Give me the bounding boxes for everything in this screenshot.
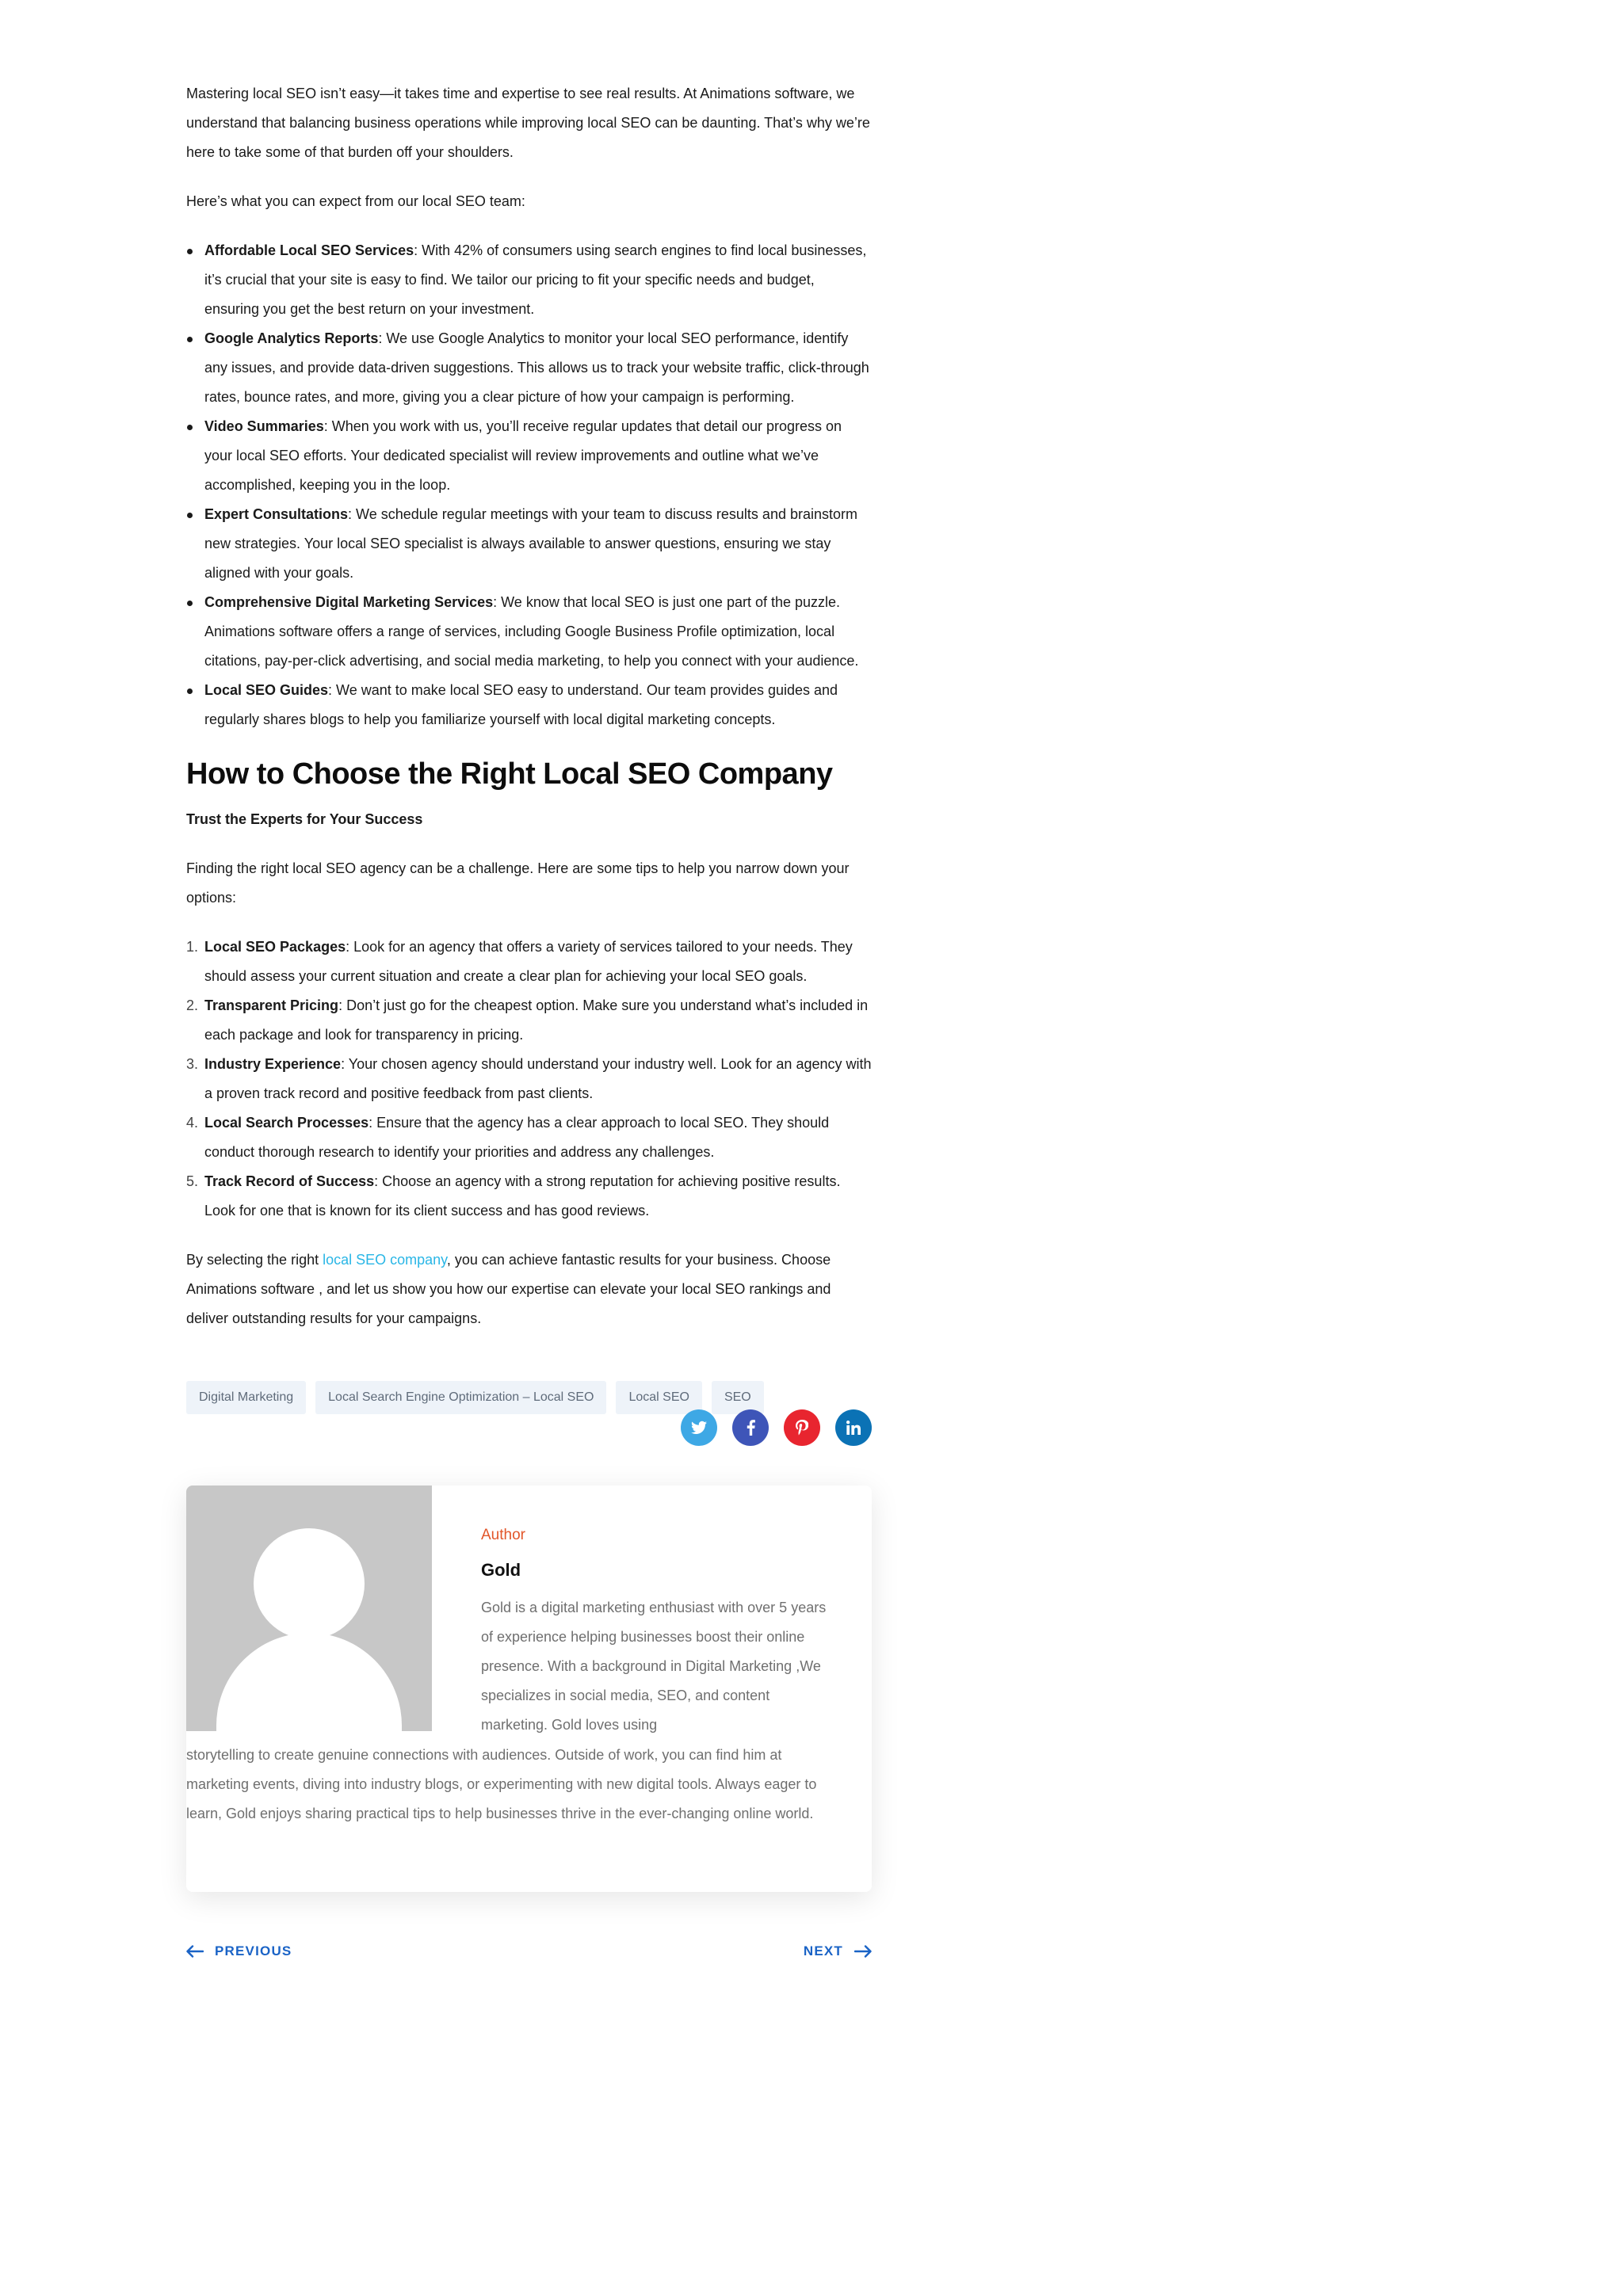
list-item: Google Analytics Reports: We use Google Analytics to monitor your local SEO performance, identify any issues, and provide data-driven suggestions. This allows us to track your website traffic, click-through rates, bounce rates, and more, giving you a clear picture of how your campaign is performing.: [186, 324, 872, 412]
twitter-icon: [691, 1421, 707, 1435]
list-item: 5. Track Record of Success: Choose an agency with a strong reputation for achieving positive results. Look for one that is known for its client success and has good reviews.: [186, 1173, 841, 1219]
facebook-share-button[interactable]: [732, 1409, 769, 1446]
local-seo-company-link[interactable]: local SEO company: [323, 1252, 447, 1268]
avatar-head: [254, 1528, 365, 1639]
section-intro: Finding the right local SEO agency can be a challenge. Here are some tips to help you narrow down your options:: [186, 860, 850, 906]
linkedin-share-button[interactable]: [835, 1409, 872, 1446]
services-list: [186, 236, 872, 734]
section-subheading: Trust the Experts for Your Success: [186, 811, 423, 827]
next-post-link[interactable]: [804, 1943, 872, 1959]
tag-seo[interactable]: SEO: [712, 1381, 764, 1414]
list-item: 4. Local Search Processes: Ensure that the agency has a clear approach to local SEO. They should conduct thorough research to identify your priorities and address any challenges.: [186, 1115, 830, 1160]
list-item: 3. Industry Experience: Your chosen agency should understand your industry well. Look for an agency with a proven track record and positive feedback from past clients.: [186, 1056, 872, 1101]
article-body: [186, 79, 872, 1959]
linkedin-icon: [846, 1421, 861, 1435]
list-item: Affordable Local SEO Services: With 42% of consumers using search engines to find local businesses, it’s crucial that your site is easy to find. We tailor our pricing to fit your specific needs and budget, ensuring you get the best return on your investment.: [186, 236, 872, 324]
list-item: Local SEO Guides: We want to make local SEO easy to understand. Our team provides guides and regularly shares blogs to help you familiarize yourself with local digital marketing concepts.: [186, 676, 872, 734]
list-item: Expert Consultations: We schedule regular meetings with your team to discuss results and brainstorm new strategies. Your local SEO specialist is always available to answer questions, ensuring we stay aligned with your goals.: [186, 500, 872, 588]
previous-post-link[interactable]: [186, 1943, 292, 1959]
list-item: Comprehensive Digital Marketing Services: We know that local SEO is just one part of the puzzle. Animations software offers a range of services, including Google Business Profile optimization, local citations, pay-per-click advertising, and social media marketing, to help you connect with your audience.: [186, 588, 872, 676]
avatar: [186, 1486, 432, 1731]
author-bio: Gold is a digital marketing enthusiast with over 5 years of experience helping businesses boost their online presence. With a background in Digital Marketing ,We specializes in social media, SEO, and content marketing. Gold loves using: [481, 1600, 827, 1733]
list-item: 2. Transparent Pricing: Don’t just go for the cheapest option. Make sure you understand what’s included in each package and look for transparency in pricing.: [186, 997, 869, 1043]
tag-local-search-engine-optimization[interactable]: Local Search Engine Optimization – Local SEO: [315, 1381, 606, 1414]
closing-paragraph: By selecting the right local SEO company, you can achieve fantastic results for your business. Choose Animations software , and let us show you how our expertise can elevate your local SEO rankings and deliver outstanding results for your campaigns.: [186, 1252, 831, 1326]
arrow-right-icon: [854, 1945, 872, 1958]
list-item: Video Summaries: When you work with us, you’ll receive regular updates that detail our progress on your local SEO efforts. Your dedicated specialist will review improvements and outline what we’ve accomplished, keeping you in the loop.: [186, 412, 872, 500]
pinterest-icon: [796, 1420, 808, 1436]
tag-local-seo[interactable]: Local SEO: [616, 1381, 701, 1414]
tag-digital-marketing[interactable]: Digital Marketing: [186, 1381, 306, 1414]
tips-list: [186, 933, 872, 1226]
share-buttons: [186, 1409, 872, 1446]
section-heading: How to Choose the Right Local SEO Company: [186, 757, 833, 791]
intro-paragraph: Mastering local SEO isn’t easy—it takes time and expertise to see real results. At Animations software, we understand that balancing business operations while improving local SEO can be daunting. That’s why we’re here to take some of that burden off your shoulders.: [186, 86, 870, 160]
intro-lead: Here’s what you can expect from our local SEO team:: [186, 193, 525, 209]
author-name: Gold: [481, 1560, 521, 1580]
previous-label: PREVIOUS: [215, 1943, 292, 1958]
author-box: [186, 1486, 872, 1892]
pinterest-share-button[interactable]: [784, 1409, 820, 1446]
avatar-body: [216, 1633, 402, 1731]
twitter-share-button[interactable]: [681, 1409, 717, 1446]
next-label: NEXT: [803, 1943, 843, 1958]
post-navigation: [186, 1943, 872, 1959]
list-item: 1. Local SEO Packages: Look for an agency that offers a variety of services tailored to your needs. They should assess your current situation and create a clear plan for achieving your local SEO goals.: [186, 939, 853, 984]
author-bio-continued: storytelling to create genuine connections with audiences. Outside of work, you can find him at marketing events, diving into industry blogs, or experimenting with new digital tools. Always eager to learn, Gold enjoys sharing practical tips to help businesses thrive in the ever-changing online world.: [186, 1747, 817, 1821]
author-label: Author: [481, 1527, 525, 1543]
facebook-icon: [747, 1420, 755, 1436]
arrow-left-icon: [186, 1945, 204, 1958]
